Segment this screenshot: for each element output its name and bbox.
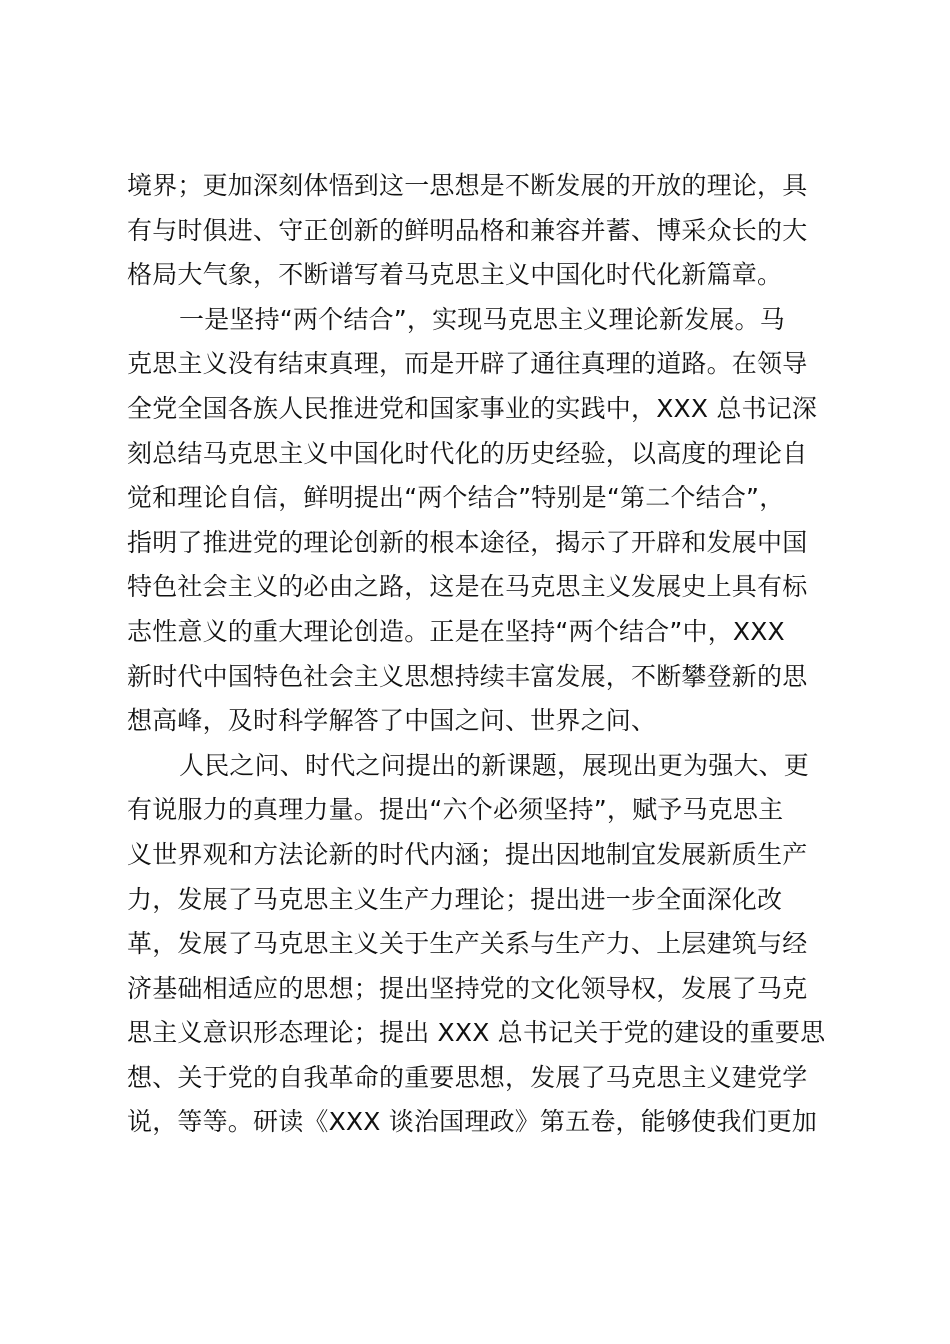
text-line: 济基础相适应的思想；提出坚持党的文化领导权，发展了马克	[127, 973, 808, 1003]
text-line: 想高峰，及时科学解答了中国之问、世界之问、	[127, 706, 657, 736]
text-line: 全党全国各族人民推进党和国家事业的实践中，XXX 总书记深	[127, 393, 818, 423]
text-line: 格局大气象，不断谱写着马克思主义中国化时代化新篇章。	[127, 260, 783, 290]
text-line: 特色社会主义的必由之路，这是在马克思主义发展史上具有标	[127, 572, 808, 602]
text-line: 刻总结马克思主义中国化时代化的历史经验，以高度的理论自	[127, 438, 808, 468]
text-line: 力，发展了马克思主义生产力理论；提出进一步全面深化改	[127, 884, 783, 914]
text-line: 说，等等。研读《XXX 谈治国理政》第五卷，能够使我们更加	[127, 1107, 818, 1137]
text-line: 志性意义的重大理论创造。正是在坚持“两个结合”中，XXX	[127, 616, 785, 646]
text-line: 有与时俱进、守正创新的鲜明品格和兼容并蓄、博采众长的大	[127, 215, 808, 245]
paragraph-first-line: 人民之问、时代之问提出的新课题，展现出更为强大、更	[179, 750, 810, 780]
text-line: 克思主义没有结束真理，而是开辟了通往真理的道路。在领导	[127, 349, 808, 379]
text-line: 义世界观和方法论新的时代内涵；提出因地制宜发展新质生产	[127, 839, 808, 869]
text-line: 新时代中国特色社会主义思想持续丰富发展，不断攀登新的思	[127, 661, 808, 691]
text-line: 革，发展了马克思主义关于生产关系与生产力、上层建筑与经	[127, 929, 808, 959]
text-line: 指明了推进党的理论创新的根本途径，揭示了开辟和发展中国	[127, 527, 808, 557]
paragraph-first-line: 一是坚持“两个结合”，实现马克思主义理论新发展。马	[179, 304, 785, 334]
text-line: 境界；更加深刻体悟到这一思想是不断发展的开放的理论，具	[127, 171, 808, 200]
body-text	[127, 164, 832, 1145]
text-line: 想、关于党的自我革命的重要思想，发展了马克思主义建党学	[127, 1062, 808, 1092]
text-line: 思主义意识形态理论；提出 XXX 总书记关于党的建设的重要思	[127, 1018, 826, 1048]
text-line: 有说服力的真理力量。提出“六个必须坚持”，赋予马克思主	[127, 795, 784, 825]
text-line: 觉和理论自信，鲜明提出“两个结合”特别是“第二个结合”，	[127, 483, 785, 513]
